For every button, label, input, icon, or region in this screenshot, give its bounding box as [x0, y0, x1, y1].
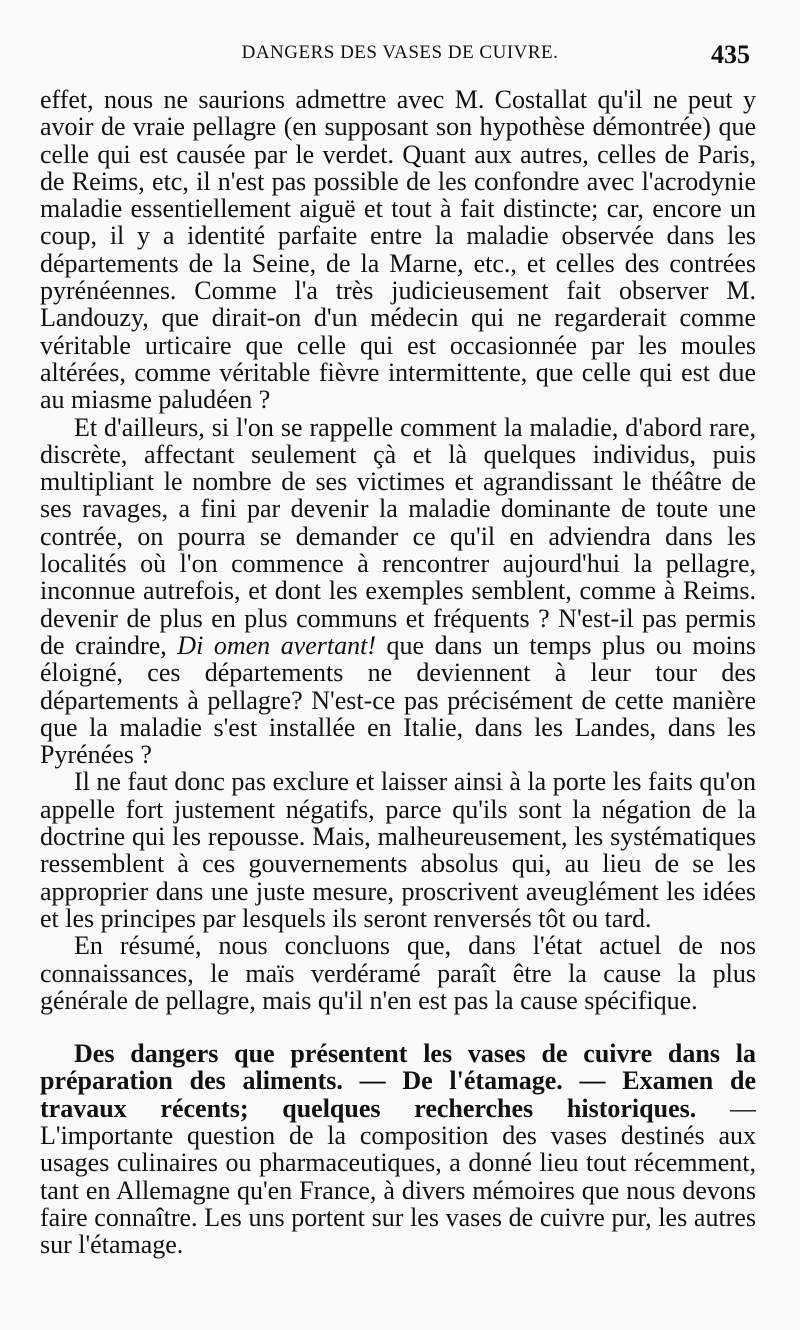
page-number: 435 — [711, 40, 750, 69]
running-title: DANGERS DES VASES DE CUIVRE. — [241, 42, 559, 63]
section-heading: Des dangers que présentent les vases de cuivre dans la préparation des aliments. — De l'étamage. — Examen de travaux récents; quelques recherches historiques. — [40, 1039, 756, 1123]
section-text: — L'importante question de la composition des vases destinés aux usages culinaires ou pharmaceutiques, a donné lieu tout récemment, tant en Allemagne qu'en France, à divers mémoires que nous devons faire connaître. Les uns portent sur les vases de cuivre pur, les autres sur l'étamage. — [40, 1093, 757, 1260]
section-paragraph — [40, 1040, 756, 1258]
paragraph-3: Il ne faut donc pas exclure et laisser ainsi à la porte les faits qu'on appelle fort justement négatifs, parce qu'ils sont la négation de la doctrine qui les repousse. Mais, malheureusement, les systématiques ressemblent à ces gouvernements absolus qui, au lieu de se les approprier dans une juste mesure, proscrivent aveuglément les idées et les principes par lesquels ils seront renversés tôt ou tard. — [40, 767, 756, 933]
running-head — [0, 40, 800, 80]
body-text — [40, 86, 756, 1258]
latin-phrase: Di omen avertant! — [177, 630, 376, 660]
paragraph-1: effet, nous ne saurions admettre avec M. Costallat qu'il ne peut y avoir de vraie pellagre (en supposant son hypothèse démontrée) que celle qui est causée par le verdet. Quant aux autres, celles de Paris, de Reims, etc, il n'est pas possible de les confondre avec l'acrodynie maladie essentiellement aiguë et tout à fait distincte; car, encore un coup, il y a identité parfaite entre la maladie observée dans les départements de la Seine, de la Marne, etc., et celles des contrées pyrénéennes. Comme l'a très judicieusement fait observer M. Landouzy, que dirait-on d'un médecin qui ne regarderait comme véritable urticaire que celle qui est occasionnée par les moules altérées, comme véritable fièvre intermittente, que celle qui est due au miasme paludéen ? — [40, 85, 756, 415]
paragraph-2-end: que dans un temps plus ou moins éloigné, ces départements ne deviennent à leur tour des départements à pellagre? N'est-ce pas précisément de cette manière que la maladie s'est installée en Italie, dans les Landes, dans les Pyrénées ? — [40, 630, 756, 770]
paragraph-4: En résumé, nous concluons que, dans l'état actuel de nos connaissances, le maïs verdéramé paraît être la cause la plus générale de pellagre, mais qu'il n'en est pas la cause spécifique. — [40, 931, 756, 1015]
paragraph-2-text: Et d'ailleurs, si l'on se rappelle comment la maladie, d'abord rare, discrète, affectant seulement çà et là quelques individus, puis multipliant le nombre de ses victimes et agrandissant le théâtre de ses ravages, a fini par devenir la maladie dominante de toute une contrée, on pourra se demander ce qu'il en adviendra dans les localités où l'on commence à rencontrer aujourd'hui la pellagre, inconnue autrefois, et dont les exemples semblent, comme à Reims. devenir de plus en plus communs et fréquents ? N'est-il pas permis de craindre, — [40, 412, 756, 660]
paragraph-2 — [40, 414, 756, 769]
